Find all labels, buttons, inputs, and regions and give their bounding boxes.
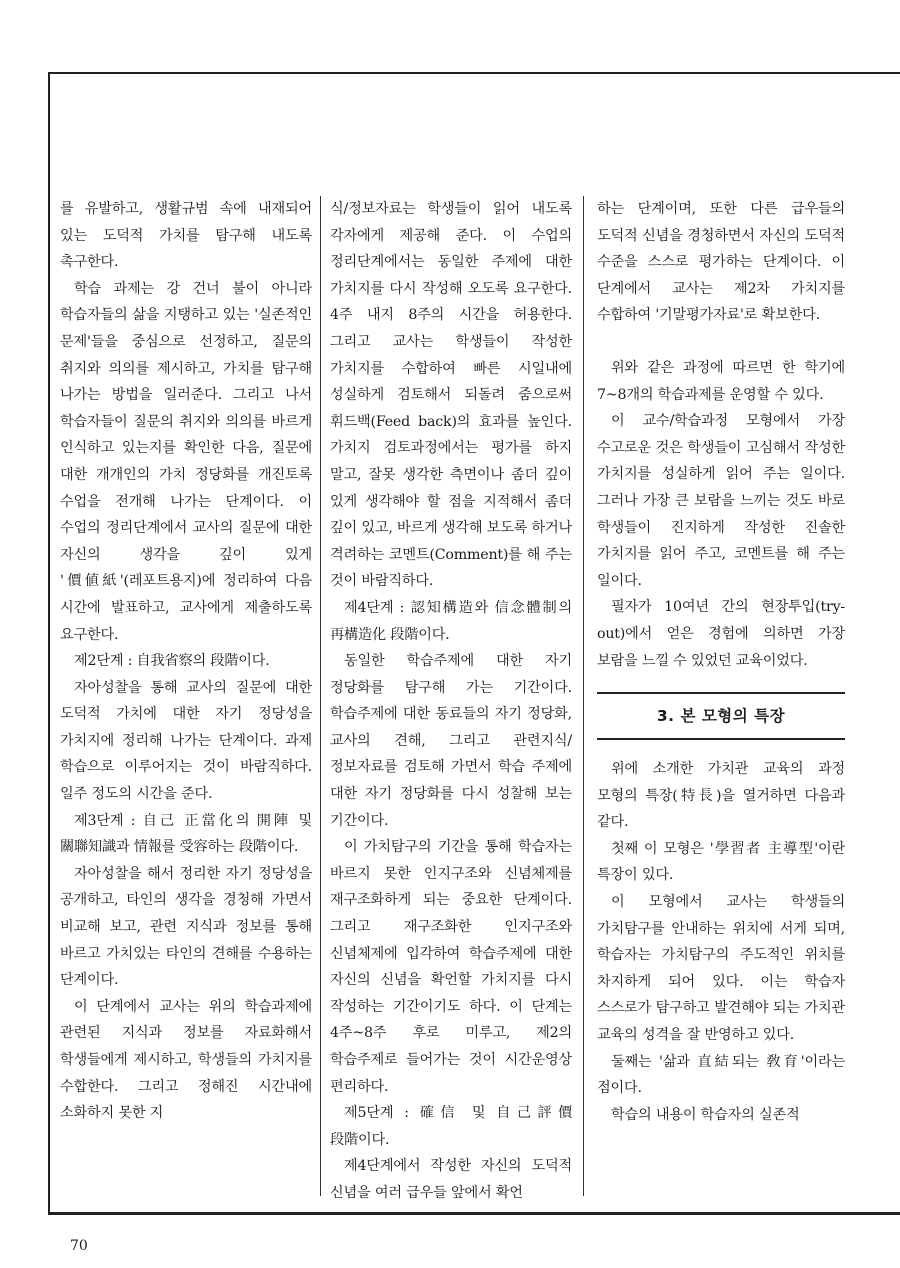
text-column-2 bbox=[330, 196, 572, 1207]
paragraph: 위와 같은 과정에 따르면 한 학기에 7~8개의 학습과제를 운영할 수 있다. bbox=[597, 359, 845, 403]
paragraph: 첫째 이 모형은 '學習者 主導型'이란 특장이 있다. bbox=[597, 840, 845, 884]
paragraph: 하는 단계이며, 또한 다른 급우들의 도덕적 신념을 경청하면서 자신의 도덕적 수준을 스스로 평가하는 단계이다. 이 단계에서 교사는 제2차 가치지를 수합하여 '기말평가자료'로 확보한다. bbox=[597, 201, 845, 324]
paragraph: 학습의 내용이 학습자의 실존적 bbox=[611, 1106, 800, 1123]
paragraph: 동일한 학습주제에 대한 자기 정당화를 탐구해 가는 기간이다. 학습주제에 대한 동료들의 자기 정당화, 교사의 견해, 그리고 관련지식/정보자료를 검토해 가면서 학습 주제에 대한 자기 정당화를 다시 성찰해 보는 기간이다. bbox=[330, 653, 572, 829]
text-column-3 bbox=[597, 196, 845, 1128]
paragraph-gap bbox=[597, 329, 845, 355]
paragraph: 이 모형에서 교사는 학생들의 가치탐구를 안내하는 위치에 서게 되며, 학습자는 가치탐구의 주도적인 위치를 차지하게 되어 있다. 이는 학습자 스스로가 탐구하고 발견해야 되는 가치관 교육의 성격을 잘 반영하고 있다. bbox=[597, 894, 845, 1044]
paragraph: 둘째는 '삶과 直結되는 敎育'이라는 점이다. bbox=[597, 1053, 845, 1097]
bottom-rule bbox=[48, 1212, 900, 1215]
section-heading: 3. 본 모형의 특장 bbox=[656, 706, 786, 725]
column-3-upper bbox=[597, 196, 845, 674]
paragraph: 위에 소개한 가치관 교육의 과정 모형의 특장(特長)을 열거하면 다음과 같다. bbox=[597, 761, 845, 831]
top-rule bbox=[48, 72, 900, 74]
left-rule bbox=[48, 72, 50, 1214]
paragraph: 식/정보자료는 학생들이 읽어 내도록 각자에게 제공해 준다. 이 수업의 정리단계에서는 동일한 주제에 대한 가치지를 다시 작성해 오도록 요구한다. 4주 내지 8주의 시간을 허용한다. 그리고 교사는 학생들이 작성한 가치지를 수합하여 빠른 시일내에 성실하게 검토해서 되돌려 줌으로써 휘드백(Feed back)의 효과를 높인다. 가치지 검토과정에서는 평가를 하지 말고, 잘못 생각한 측면이나 좀더 깊이 있게 생각해야 할 점을 지적해서 좀더 깊이 있고, 바르게 생각해 보도록 하거나 격려하는 코멘트(Comment)를 해 주는 것이 바람직하다. bbox=[330, 201, 572, 590]
column-divider-2 bbox=[583, 196, 584, 1196]
column-3-lower bbox=[597, 756, 845, 1128]
paragraph: 를 유발하고, 생활규범 속에 내재되어 있는 도덕적 가치를 탐구해 내도록 촉구한다. bbox=[60, 201, 312, 271]
paragraph: 학습 과제는 강 건너 불이 아니라 학습자들의 삶을 지탱하고 있는 '실존적인 문제'들을 중심으로 선정하고, 질문의 취지와 의의를 제시하고, 가치를 탐구해 나가는 방법을 일러준다. 그리고 나서 학습자들이 질문의 취지와 의의를 바르게 인식하고 있는지를 확인한 다음, 질문에 대한 개개인의 가치 정당화를 개진토록 수업을 전개해 나가는 단계이다. 이 수업의 정리단계에서 교사의 질문에 대한 자신의 생각을 깊이 있게 '價値紙'(레포트용지)에 정리하여 다음 시간에 발표하고, 교사에게 제출하도록 요구한다. bbox=[60, 280, 312, 643]
text-column-1 bbox=[60, 196, 312, 1127]
step-heading: 제2단계 : 自我省察의 段階이다. bbox=[74, 653, 270, 670]
paragraph: 이 가치탐구의 기간을 통해 학습자는 바르지 못한 인지구조와 신념체제를 재구조화하게 되는 중요한 단계이다. 그리고 재구조화한 인지구조와 신념체제에 입각하여 학습주제에 대한 자신의 신념을 확언할 가치지를 다시 작성하는 기간이기도 하다. 이 단계는 4주~8주 후로 미루고, 제2의 학습주제로 들어가는 것이 시간운영상 편리하다. bbox=[330, 839, 572, 1095]
page-number: 70 bbox=[70, 1238, 88, 1254]
step-heading: 제4단계 : 認知構造와 信念體制의 再構造化 段階이다. bbox=[330, 599, 572, 643]
step-heading: 제5단계 : 確信 및 自己評價 段階이다. bbox=[330, 1105, 572, 1148]
paragraph: 이 단계에서 교사는 위의 학습과제에 관련된 지식과 정보를 자료화해서 학생들에게 제시하고, 학생들의 가치지를 수합한다. 그리고 정해진 시간내에 소화하지 못한 지 bbox=[60, 998, 312, 1122]
paragraph: 자아성찰을 통해 교사의 질문에 대한 도덕적 가치에 대한 자기 정당성을 가치지에 정리해 나가는 단계이다. 과제 학습으로 이루어지는 것이 바람직하다. 일주 정도의 시간을 준다. bbox=[60, 679, 312, 803]
step-heading: 제3단계 : 自己 正當化의 開陣 및 關聯知識과 情報를 受容하는 段階이다. bbox=[60, 812, 312, 856]
column-divider-1 bbox=[320, 196, 321, 1196]
paragraph: 필자가 10여년 간의 현장투입(try-out)에서 얻은 경험에 의하면 가장 보람을 느낄 수 있었던 교육이었다. bbox=[597, 599, 845, 669]
paragraph: 이 교수/학습과정 모형에서 가장 수고로운 것은 학생들이 고심해서 작성한 가치지를 성실하게 읽어 주는 일이다. 그러나 가장 큰 보람을 느끼는 것도 바로 학생들이 진지하게 작성한 진솔한 가치지를 읽어 주고, 코멘트를 해 주는 일이다. bbox=[597, 413, 845, 589]
section-heading-box bbox=[597, 692, 845, 740]
paragraph: 자아성찰을 해서 정리한 자기 정당성을 공개하고, 타인의 생각을 경청해 가면서 비교해 보고, 관련 지식과 정보를 통해 바르고 가치있는 타인의 견해를 수용하는 단계이다. bbox=[60, 865, 312, 989]
paragraph: 제4단계에서 작성한 자신의 도덕적 신념을 여러 급우들 앞에서 확언 bbox=[330, 1158, 572, 1201]
